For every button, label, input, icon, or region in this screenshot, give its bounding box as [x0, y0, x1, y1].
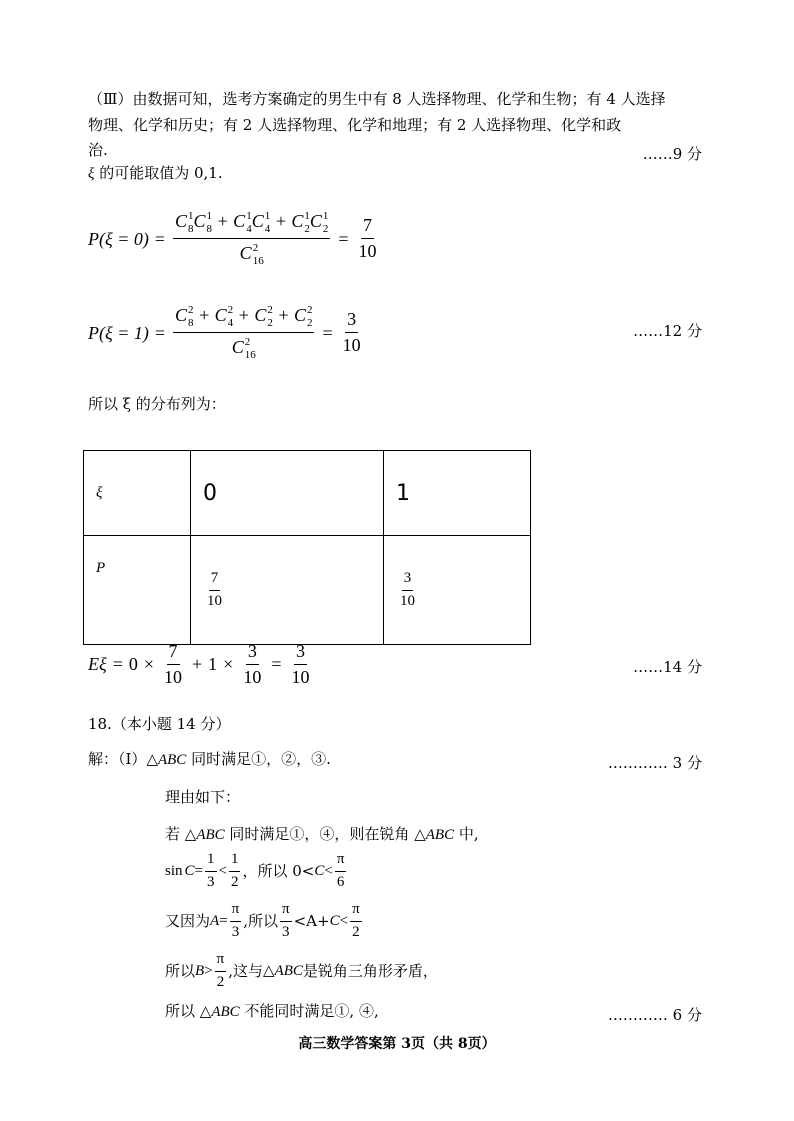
- table-header-0: 0: [191, 451, 384, 536]
- page-footer: 高三数学答案第 3页（共 8页）: [298, 1036, 496, 1052]
- table-header-xi: ξ: [84, 451, 191, 536]
- eq-p1-lhs: P(ξ = 1): [88, 322, 149, 343]
- score-14: ……14 分: [633, 658, 702, 676]
- part3-line3: 治.: [88, 141, 108, 159]
- table-header-1: 1: [384, 451, 531, 536]
- table-row: [84, 451, 531, 536]
- xi-values-text: 的可能取值为 0,1.: [94, 164, 223, 182]
- score-9: ……9 分: [642, 145, 702, 163]
- equation-p0: P(ξ = 0) = C 1 8 C 1 8 + C 1 4 C 1 4 + C 1 2 C 1 2 C 2 16 = $\frac{7}{10}$: [88, 210, 377, 267]
- eq-p0-lhs: P(ξ = 0): [88, 228, 149, 249]
- q18-line-b: sin C = $\frac{1}{3}$ < $\frac{1}{2}$ ，所以 0< C < $\frac{\pi}{6}$: [165, 851, 345, 890]
- eq-p0-result: $\frac{7}{10}$: [358, 215, 377, 262]
- score-3: ………… 3 分: [607, 754, 702, 772]
- score-6: ………… 6 分: [607, 1006, 702, 1024]
- table-row: [84, 536, 531, 645]
- eq-p0-denominator: C 2 16: [239, 242, 264, 267]
- expectation-equation: Eξ = 0 × $\frac{7}{10}$ + 1 × $\frac{3}{10}$ = $\frac{3}{10}$: [88, 641, 310, 687]
- equation-p1: P(ξ = 1) = C 2 8 + C 2 4 + C 2 2 + C 2 2 C 2 16 = $\frac{3}{10}$: [88, 304, 361, 361]
- eq-p1-result: $\frac{3}{10}$: [342, 309, 361, 356]
- q18-line-c: 又因为 A = $\frac{\pi}{3}$ ,所以 $\frac{\pi}{3}$ <A+ C < $\frac{\pi}{2}$: [165, 901, 360, 940]
- xi-values-line: [88, 166, 223, 182]
- distribution-intro: 所以 ξ 的分布列为：: [88, 395, 226, 413]
- table-cell-p0: $\frac{7}{10}$: [191, 536, 384, 645]
- eq-p1-denominator: C 2 16: [231, 336, 256, 361]
- expectation-lhs: Eξ: [88, 654, 107, 675]
- distribution-table: [83, 450, 531, 645]
- q18-line-d: 所以 B > $\frac{\pi}{2}$ ,这与 △ABC 是锐角三角形矛盾，: [165, 951, 438, 990]
- q18-solution-line: 解：（Ⅰ）△ABC 同时满足①，②，③.: [88, 750, 331, 768]
- score-12: ……12 分: [633, 322, 702, 340]
- eq-p0-numerator: C 1 8 C 1 8 + C 1 4 C 1 4 + C 1 2 C 1 2: [173, 210, 330, 239]
- eq-p1-fraction: [173, 304, 314, 362]
- q18-title: 18.（本小题 14 分）: [88, 715, 231, 733]
- q18-line-a: 若 △ABC 同时满足①，④，则在锐角 △ABC 中,: [165, 825, 479, 843]
- eq-p0-fraction: [173, 210, 330, 268]
- part3-line1: （Ⅲ）由数据可知，选考方案确定的男生中有 8 人选择物理、化学和生物；有 4 人选择: [88, 90, 666, 108]
- part3-line2: 物理、化学和历史；有 2 人选择物理、化学和地理；有 2 人选择物理、化学和政: [88, 116, 622, 134]
- xi-symbol: ξ: [88, 166, 95, 182]
- table-cell-p: P: [84, 536, 191, 645]
- eq-p1-numerator: C 2 8 + C 2 4 + C 2 2 + C 2 2: [173, 304, 314, 333]
- q18-line-e: 所以 △ABC 不能同时满足①, ④,: [165, 1002, 379, 1020]
- table-cell-p1: $\frac{3}{10}$: [384, 536, 531, 645]
- q18-reason: 理由如下：: [165, 788, 241, 806]
